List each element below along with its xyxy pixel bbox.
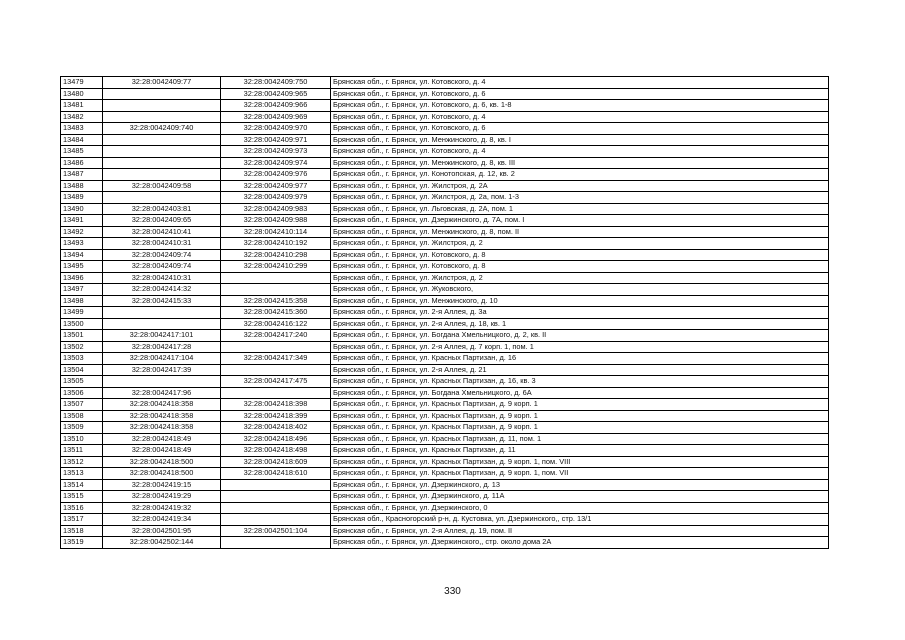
table-row xyxy=(61,341,829,353)
address-cell: Брянская обл., г. Брянск, ул. Котовского, д. 6 xyxy=(331,88,829,100)
cadastral-number-cell xyxy=(103,111,221,123)
row-number-cell: 13497 xyxy=(61,284,103,296)
row-number-cell: 13507 xyxy=(61,399,103,411)
address-cell: Брянская обл., г. Брянск, ул. Котовского, д. 4 xyxy=(331,111,829,123)
table-row xyxy=(61,238,829,250)
table-row xyxy=(61,100,829,112)
object-cadastral-number-cell xyxy=(221,387,331,399)
table-row xyxy=(61,525,829,537)
object-cadastral-number-cell: 32:28:0042410:114 xyxy=(221,226,331,238)
row-number-cell: 13491 xyxy=(61,215,103,227)
address-cell: Брянская обл., г. Брянск, ул. Дзержинского, 0 xyxy=(331,502,829,514)
table-row xyxy=(61,376,829,388)
object-cadastral-number-cell xyxy=(221,514,331,526)
cadastral-number-cell: 32:28:0042409:74 xyxy=(103,249,221,261)
row-number-cell: 13517 xyxy=(61,514,103,526)
object-cadastral-number-cell: 32:28:0042409:969 xyxy=(221,111,331,123)
address-cell: Брянская обл., г. Брянск, ул. 2-я Аллея, д. 7 корп. 1, пом. 1 xyxy=(331,341,829,353)
object-cadastral-number-cell: 32:28:0042417:475 xyxy=(221,376,331,388)
table-row xyxy=(61,307,829,319)
table-row xyxy=(61,387,829,399)
object-cadastral-number-cell: 32:28:0042409:965 xyxy=(221,88,331,100)
row-number-cell: 13506 xyxy=(61,387,103,399)
object-cadastral-number-cell: 32:28:0042409:976 xyxy=(221,169,331,181)
object-cadastral-number-cell xyxy=(221,479,331,491)
address-cell: Брянская обл., г. Брянск, ул. 2-я Аллея, д. 3а xyxy=(331,307,829,319)
cadastral-number-cell: 32:28:0042417:96 xyxy=(103,387,221,399)
object-cadastral-number-cell: 32:28:0042418:402 xyxy=(221,422,331,434)
object-cadastral-number-cell: 32:28:0042409:971 xyxy=(221,134,331,146)
object-cadastral-number-cell: 32:28:0042418:498 xyxy=(221,445,331,457)
row-number-cell: 13510 xyxy=(61,433,103,445)
address-cell: Брянская обл., Красногорский р-н, д. Кустовка, ул. Дзержинского,, стр. 13/1 xyxy=(331,514,829,526)
cadastral-number-cell: 32:28:0042419:29 xyxy=(103,491,221,503)
row-number-cell: 13496 xyxy=(61,272,103,284)
address-cell: Брянская обл., г. Брянск, ул. Красных Партизан, д. 11, пом. 1 xyxy=(331,433,829,445)
cadastral-number-cell: 32:28:0042418:49 xyxy=(103,445,221,457)
row-number-cell: 13519 xyxy=(61,537,103,549)
row-number-cell: 13499 xyxy=(61,307,103,319)
cadastral-number-cell xyxy=(103,134,221,146)
page-number: 330 xyxy=(444,586,461,597)
table-row xyxy=(61,261,829,273)
object-cadastral-number-cell: 32:28:0042501:104 xyxy=(221,525,331,537)
row-number-cell: 13479 xyxy=(61,77,103,89)
table-row xyxy=(61,180,829,192)
address-cell: Брянская обл., г. Брянск, ул. Менжинского, д. 8, кв. III xyxy=(331,157,829,169)
row-number-cell: 13489 xyxy=(61,192,103,204)
table-row xyxy=(61,111,829,123)
table-row xyxy=(61,295,829,307)
address-cell: Брянская обл., г. Брянск, ул. 2-я Аллея, д. 18, кв. 1 xyxy=(331,318,829,330)
address-cell: Брянская обл., г. Брянск, ул. Конотопская, д. 12, кв. 2 xyxy=(331,169,829,181)
address-cell: Брянская обл., г. Брянск, ул. Дзержинского, д. 11А xyxy=(331,491,829,503)
row-number-cell: 13513 xyxy=(61,468,103,480)
table-row xyxy=(61,146,829,158)
cadastral-number-cell: 32:28:0042419:32 xyxy=(103,502,221,514)
object-cadastral-number-cell xyxy=(221,491,331,503)
address-cell: Брянская обл., г. Брянск, ул. Красных Партизан, д. 9 корп. 1 xyxy=(331,422,829,434)
address-cell: Брянская обл., г. Брянск, ул. Красных Партизан, д. 16 xyxy=(331,353,829,365)
cadastral-number-cell: 32:28:0042409:740 xyxy=(103,123,221,135)
table-row xyxy=(61,479,829,491)
object-cadastral-number-cell: 32:28:0042415:358 xyxy=(221,295,331,307)
row-number-cell: 13501 xyxy=(61,330,103,342)
cadastral-number-cell: 32:28:0042414:32 xyxy=(103,284,221,296)
address-cell: Брянская обл., г. Брянск, ул. Красных Партизан, д. 9 корп. 1, пом. VII xyxy=(331,468,829,480)
object-cadastral-number-cell: 32:28:0042409:973 xyxy=(221,146,331,158)
table-row xyxy=(61,272,829,284)
row-number-cell: 13505 xyxy=(61,376,103,388)
address-cell: Брянская обл., г. Брянск, ул. Красных Партизан, д. 9 корп. 1 xyxy=(331,410,829,422)
object-cadastral-number-cell: 32:28:0042415:360 xyxy=(221,307,331,319)
address-cell: Брянская обл., г. Брянск, ул. Богдана Хмельницкого, д. 2, кв. II xyxy=(331,330,829,342)
row-number-cell: 13487 xyxy=(61,169,103,181)
cadastral-number-cell: 32:28:0042418:358 xyxy=(103,410,221,422)
object-cadastral-number-cell: 32:28:0042417:349 xyxy=(221,353,331,365)
object-cadastral-number-cell: 32:28:0042410:298 xyxy=(221,249,331,261)
cadastral-number-cell: 32:28:0042419:34 xyxy=(103,514,221,526)
row-number-cell: 13484 xyxy=(61,134,103,146)
object-cadastral-number-cell: 32:28:0042409:970 xyxy=(221,123,331,135)
row-number-cell: 13512 xyxy=(61,456,103,468)
cadastral-number-cell xyxy=(103,318,221,330)
table-row xyxy=(61,169,829,181)
cadastral-number-cell xyxy=(103,157,221,169)
row-number-cell: 13485 xyxy=(61,146,103,158)
row-number-cell: 13511 xyxy=(61,445,103,457)
object-cadastral-number-cell: 32:28:0042417:240 xyxy=(221,330,331,342)
address-cell: Брянская обл., г. Брянск, ул. Дзержинского, д. 7А, пом. I xyxy=(331,215,829,227)
object-cadastral-number-cell: 32:28:0042418:398 xyxy=(221,399,331,411)
row-number-cell: 13508 xyxy=(61,410,103,422)
cadastral-number-cell: 32:28:0042418:358 xyxy=(103,399,221,411)
row-number-cell: 13480 xyxy=(61,88,103,100)
row-number-cell: 13494 xyxy=(61,249,103,261)
object-cadastral-number-cell xyxy=(221,272,331,284)
row-number-cell: 13483 xyxy=(61,123,103,135)
cadastral-number-cell: 32:28:0042501:95 xyxy=(103,525,221,537)
address-cell: Брянская обл., г. Брянск, ул. Жилстроя, д. 2А xyxy=(331,180,829,192)
cadastral-number-cell xyxy=(103,88,221,100)
row-number-cell: 13498 xyxy=(61,295,103,307)
property-table xyxy=(60,76,829,549)
table-row xyxy=(61,123,829,135)
table-row xyxy=(61,537,829,549)
object-cadastral-number-cell: 32:28:0042409:979 xyxy=(221,192,331,204)
object-cadastral-number-cell: 32:28:0042410:299 xyxy=(221,261,331,273)
cadastral-number-cell: 32:28:0042409:58 xyxy=(103,180,221,192)
cadastral-number-cell: 32:28:0042418:500 xyxy=(103,468,221,480)
object-cadastral-number-cell: 32:28:0042416:122 xyxy=(221,318,331,330)
table-row xyxy=(61,215,829,227)
object-cadastral-number-cell: 32:28:0042418:610 xyxy=(221,468,331,480)
table-row xyxy=(61,88,829,100)
address-cell: Брянская обл., г. Брянск, ул. Жилстроя, д. 2 xyxy=(331,272,829,284)
row-number-cell: 13518 xyxy=(61,525,103,537)
cadastral-number-cell: 32:28:0042502:144 xyxy=(103,537,221,549)
row-number-cell: 13488 xyxy=(61,180,103,192)
cadastral-number-cell: 32:28:0042410:31 xyxy=(103,238,221,250)
cadastral-number-cell xyxy=(103,100,221,112)
object-cadastral-number-cell: 32:28:0042409:750 xyxy=(221,77,331,89)
cadastral-number-cell: 32:28:0042417:39 xyxy=(103,364,221,376)
table-row xyxy=(61,353,829,365)
cadastral-number-cell xyxy=(103,307,221,319)
address-cell: Брянская обл., г. Брянск, ул. Красных Партизан, д. 16, кв. 3 xyxy=(331,376,829,388)
address-cell: Брянская обл., г. Брянск, ул. 2-я Аллея, д. 19, пом. II xyxy=(331,525,829,537)
table-row xyxy=(61,284,829,296)
address-cell: Брянская обл., г. Брянск, ул. Котовского, д. 8 xyxy=(331,261,829,273)
cadastral-number-cell: 32:28:0042418:49 xyxy=(103,433,221,445)
address-cell: Брянская обл., г. Брянск, ул. Красных Партизан, д. 9 корп. 1 xyxy=(331,399,829,411)
address-cell: Брянская обл., г. Брянск, ул. Котовского, д. 4 xyxy=(331,146,829,158)
address-cell: Брянская обл., г. Брянск, ул. Котовского, д. 6 xyxy=(331,123,829,135)
cadastral-number-cell: 32:28:0042419:15 xyxy=(103,479,221,491)
row-number-cell: 13492 xyxy=(61,226,103,238)
table-row xyxy=(61,134,829,146)
cadastral-number-cell xyxy=(103,146,221,158)
row-number-cell: 13509 xyxy=(61,422,103,434)
row-number-cell: 13481 xyxy=(61,100,103,112)
table-row xyxy=(61,502,829,514)
row-number-cell: 13495 xyxy=(61,261,103,273)
row-number-cell: 13516 xyxy=(61,502,103,514)
row-number-cell: 13503 xyxy=(61,353,103,365)
object-cadastral-number-cell xyxy=(221,341,331,353)
object-cadastral-number-cell xyxy=(221,537,331,549)
row-number-cell: 13515 xyxy=(61,491,103,503)
cadastral-number-cell: 32:28:0042417:101 xyxy=(103,330,221,342)
table-row xyxy=(61,514,829,526)
row-number-cell: 13493 xyxy=(61,238,103,250)
row-number-cell: 13490 xyxy=(61,203,103,215)
address-cell: Брянская обл., г. Брянск, ул. Котовского, д. 6, кв. 1-8 xyxy=(331,100,829,112)
cadastral-number-cell: 32:28:0042417:28 xyxy=(103,341,221,353)
cadastral-number-cell xyxy=(103,376,221,388)
cadastral-number-cell: 32:28:0042418:358 xyxy=(103,422,221,434)
table-row xyxy=(61,318,829,330)
object-cadastral-number-cell xyxy=(221,502,331,514)
object-cadastral-number-cell: 32:28:0042410:192 xyxy=(221,238,331,250)
cadastral-number-cell: 32:28:0042403:81 xyxy=(103,203,221,215)
table-row xyxy=(61,249,829,261)
object-cadastral-number-cell: 32:28:0042418:496 xyxy=(221,433,331,445)
table-row xyxy=(61,77,829,89)
address-cell: Брянская обл., г. Брянск, ул. Льговская, д. 2А, пом. 1 xyxy=(331,203,829,215)
table-row xyxy=(61,330,829,342)
table-row xyxy=(61,491,829,503)
table-row xyxy=(61,203,829,215)
object-cadastral-number-cell: 32:28:0042409:966 xyxy=(221,100,331,112)
address-cell: Брянская обл., г. Брянск, ул. 2-я Аллея, д. 21 xyxy=(331,364,829,376)
cadastral-number-cell: 32:28:0042409:74 xyxy=(103,261,221,273)
table-row xyxy=(61,364,829,376)
cadastral-number-cell: 32:28:0042410:31 xyxy=(103,272,221,284)
address-cell: Брянская обл., г. Брянск, ул. Дзержинского,, стр. около дома 2А xyxy=(331,537,829,549)
address-cell: Брянская обл., г. Брянск, ул. Менжинского, д. 10 xyxy=(331,295,829,307)
cadastral-number-cell: 32:28:0042409:77 xyxy=(103,77,221,89)
address-cell: Брянская обл., г. Брянск, ул. Менжинского, д. 8, кв. I xyxy=(331,134,829,146)
object-cadastral-number-cell: 32:28:0042418:609 xyxy=(221,456,331,468)
table-row xyxy=(61,468,829,480)
row-number-cell: 13514 xyxy=(61,479,103,491)
table-row xyxy=(61,226,829,238)
table-body xyxy=(61,77,829,549)
object-cadastral-number-cell: 32:28:0042418:399 xyxy=(221,410,331,422)
address-cell: Брянская обл., г. Брянск, ул. Жилстроя, д. 2 xyxy=(331,238,829,250)
object-cadastral-number-cell: 32:28:0042409:974 xyxy=(221,157,331,169)
object-cadastral-number-cell: 32:28:0042409:983 xyxy=(221,203,331,215)
cadastral-number-cell: 32:28:0042418:500 xyxy=(103,456,221,468)
cadastral-number-cell: 32:28:0042417:104 xyxy=(103,353,221,365)
table-row xyxy=(61,399,829,411)
cadastral-number-cell: 32:28:0042410:41 xyxy=(103,226,221,238)
object-cadastral-number-cell: 32:28:0042409:988 xyxy=(221,215,331,227)
address-cell: Брянская обл., г. Брянск, ул. Красных Партизан, д. 9 корп. 1, пом. VIII xyxy=(331,456,829,468)
row-number-cell: 13504 xyxy=(61,364,103,376)
row-number-cell: 13482 xyxy=(61,111,103,123)
table-row xyxy=(61,433,829,445)
address-cell: Брянская обл., г. Брянск, ул. Жуковского, xyxy=(331,284,829,296)
table-row xyxy=(61,410,829,422)
cadastral-number-cell xyxy=(103,169,221,181)
row-number-cell: 13486 xyxy=(61,157,103,169)
object-cadastral-number-cell xyxy=(221,284,331,296)
address-cell: Брянская обл., г. Брянск, ул. Жилстроя, д. 2а, пом. 1-3 xyxy=(331,192,829,204)
table-row xyxy=(61,157,829,169)
table-row xyxy=(61,192,829,204)
cadastral-number-cell: 32:28:0042415:33 xyxy=(103,295,221,307)
address-cell: Брянская обл., г. Брянск, ул. Котовского, д. 8 xyxy=(331,249,829,261)
object-cadastral-number-cell xyxy=(221,364,331,376)
table-row xyxy=(61,445,829,457)
address-cell: Брянская обл., г. Брянск, ул. Дзержинского, д. 13 xyxy=(331,479,829,491)
object-cadastral-number-cell: 32:28:0042409:977 xyxy=(221,180,331,192)
address-cell: Брянская обл., г. Брянск, ул. Менжинского, д. 8, пом. II xyxy=(331,226,829,238)
cadastral-number-cell xyxy=(103,192,221,204)
cadastral-number-cell: 32:28:0042409:65 xyxy=(103,215,221,227)
table-row xyxy=(61,422,829,434)
address-cell: Брянская обл., г. Брянск, ул. Котовского, д. 4 xyxy=(331,77,829,89)
table-row xyxy=(61,456,829,468)
row-number-cell: 13500 xyxy=(61,318,103,330)
row-number-cell: 13502 xyxy=(61,341,103,353)
address-cell: Брянская обл., г. Брянск, ул. Красных Партизан, д. 11 xyxy=(331,445,829,457)
address-cell: Брянская обл., г. Брянск, ул. Богдана Хмельницкого, д. 6А xyxy=(331,387,829,399)
